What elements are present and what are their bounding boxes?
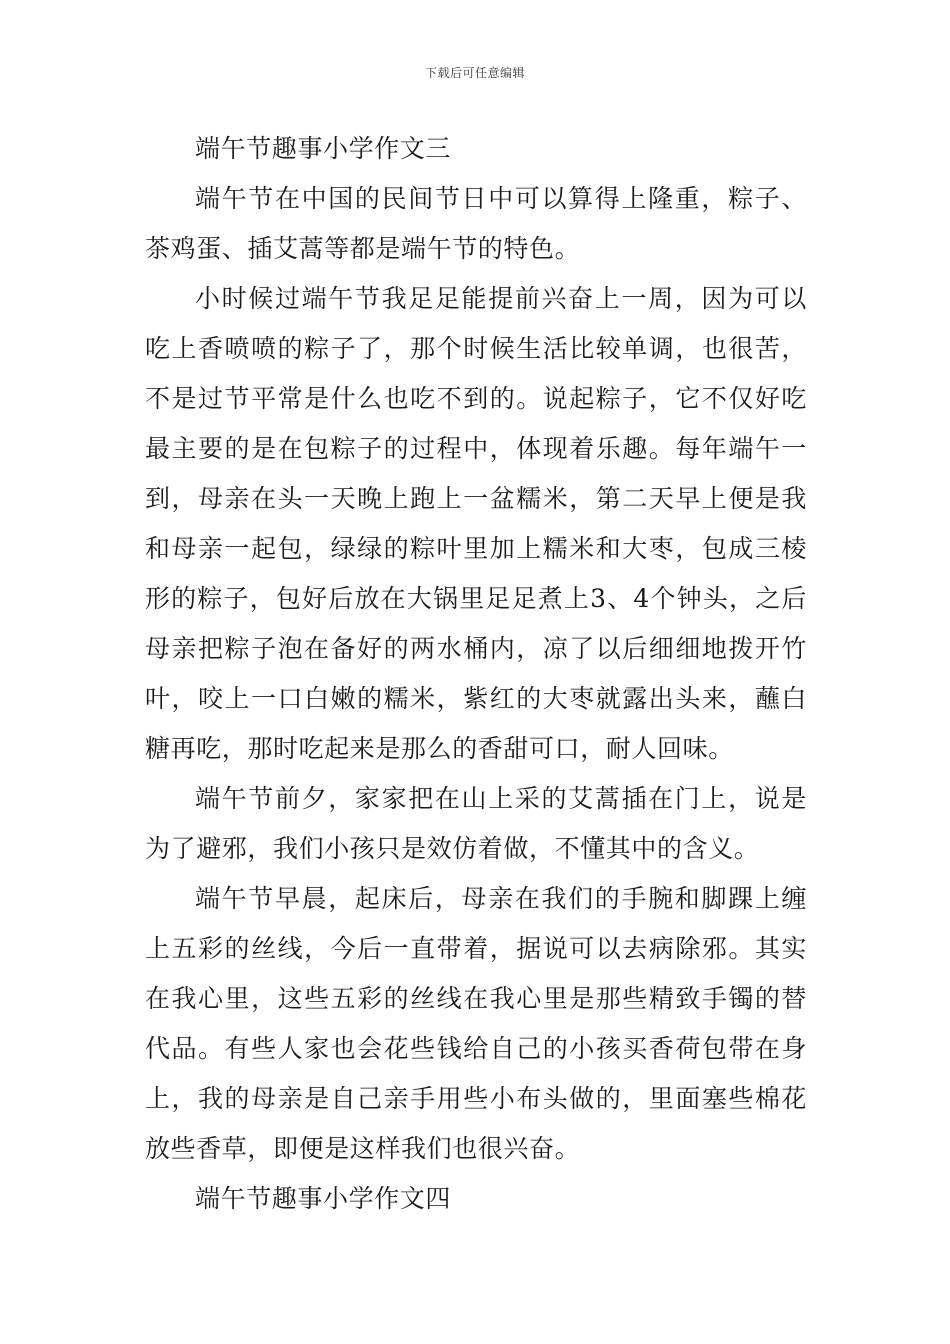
paragraph-silk-threads: 端午节早晨，起床后，母亲在我们的手腕和脚踝上缠上五彩的丝线，今后一直带着，据说可以去病除邪。其实在我心里，这些五彩的丝线在我心里是那些精致手镯的替代品。有些人家也会花些钱给自己的小孩买香荷包带在身上，我的母亲是自己亲手用些小布头做的，里面塞些棉花放些香草，即便是这样我们也很兴奋。: [145, 884, 807, 1163]
page-header-note: 下载后可任意编辑: [424, 66, 525, 80]
essay-title-four: 端午节趣事小学作文四: [195, 1184, 452, 1213]
essay-title-three: 端午节趣事小学作文三: [195, 134, 452, 163]
paragraph-intro: 端午节在中国的民间节日中可以算得上隆重，粽子、茶鸡蛋、插艾蒿等都是端午节的特色。: [145, 184, 807, 263]
paragraph-zongzi: 小时候过端午节我足足能提前兴奋上一周，因为可以吃上香喷喷的粽子了，那个时候生活比较单调，也很苦，不是过节平常是什么也吃不到的。说起粽子，它不仅好吃最主要的是在包粽子的过程中，体现着乐趣。每年端午一到，母亲在头一天晚上跑上一盆糯米，第二天早上便是我和母亲一起包，绿绿的粽叶里加上糯米和大枣，包成三棱形的粽子，包好后放在大锅里足足煮上3、4个钟头，之后母亲把粽子泡在备好的两水桶内，凉了以后细细地拨开竹叶，咬上一口白嫩的糯米，紫红的大枣就露出头来，蘸白糖再吃，那时吃起来是那么的香甜可口，耐人回味。: [145, 284, 807, 763]
document-body: [145, 124, 807, 1224]
paragraph-mugwort: 端午节前夕，家家把在山上采的艾蒿插在门上，说是为了避邪，我们小孩只是效仿着做，不懂其中的含义。: [145, 784, 807, 863]
